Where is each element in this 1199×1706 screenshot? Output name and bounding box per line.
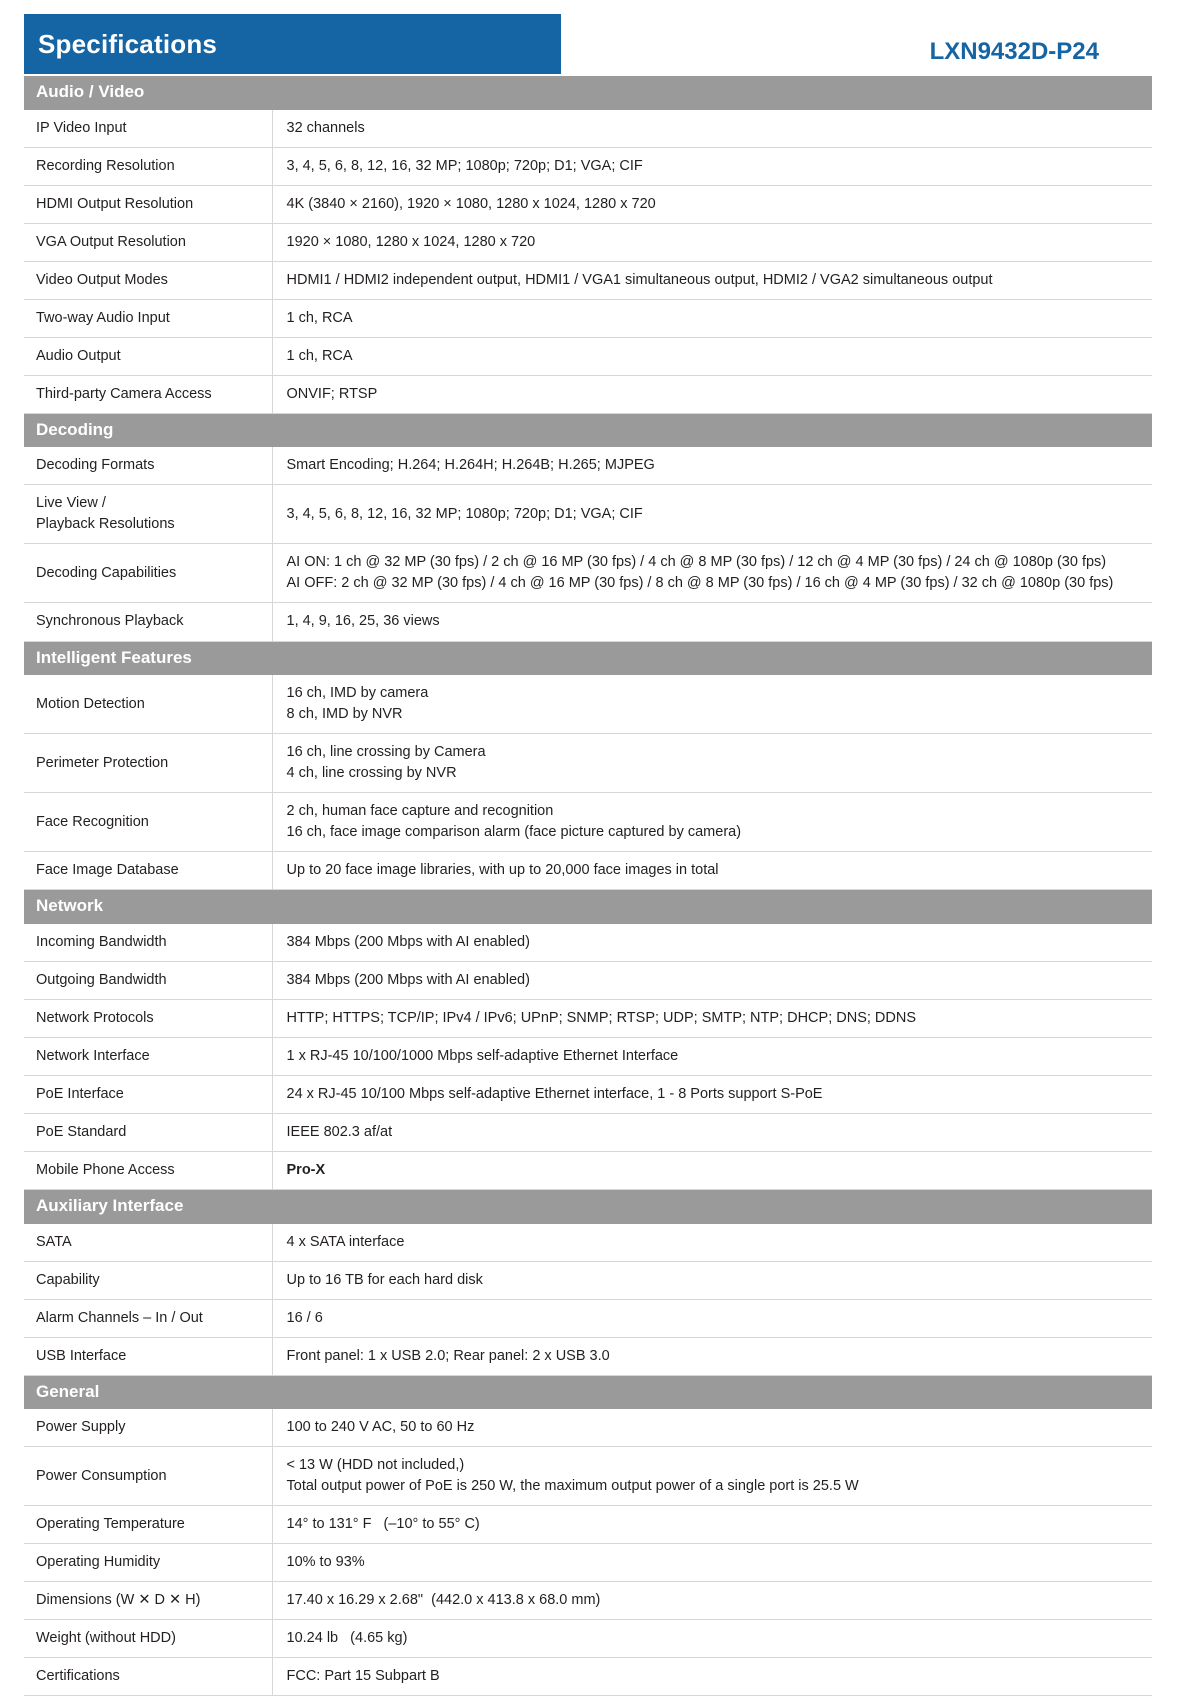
section-header-row — [24, 76, 1152, 110]
spec-value: IEEE 802.3 af/at — [272, 1113, 1152, 1151]
spec-label: Weight (without HDD) — [24, 1620, 272, 1658]
spec-label: Live View / Playback Resolutions — [24, 485, 272, 544]
table-row — [24, 299, 1152, 337]
table-row — [24, 147, 1152, 185]
spec-label: HDMI Output Resolution — [24, 185, 272, 223]
table-row — [24, 185, 1152, 223]
table-row — [24, 1075, 1152, 1113]
section-title: Audio / Video — [24, 76, 1152, 110]
section-title: Intelligent Features — [24, 641, 1152, 675]
spec-value: 3, 4, 5, 6, 8, 12, 16, 32 MP; 1080p; 720p; D1; VGA; CIF — [272, 485, 1152, 544]
table-row — [24, 924, 1152, 962]
spec-label: Dimensions (W ✕ D ✕ H) — [24, 1582, 272, 1620]
table-row — [24, 544, 1152, 603]
spec-label: PoE Standard — [24, 1113, 272, 1151]
specifications-title-banner — [24, 14, 561, 74]
table-row — [24, 734, 1152, 793]
spec-value: 1, 4, 9, 16, 25, 36 views — [272, 603, 1152, 641]
table-row — [24, 1582, 1152, 1620]
spec-value: 16 ch, line crossing by Camera 4 ch, line crossing by NVR — [272, 734, 1152, 793]
spec-value: ONVIF; RTSP — [272, 375, 1152, 413]
spec-value: 2 ch, human face capture and recognition 16 ch, face image comparison alarm (face picture captured by camera) — [272, 793, 1152, 852]
spec-label: Decoding Capabilities — [24, 544, 272, 603]
table-row — [24, 1299, 1152, 1337]
spec-label: VGA Output Resolution — [24, 223, 272, 261]
spec-label: Alarm Channels – In / Out — [24, 1299, 272, 1337]
model-number: LXN9432D-P24 — [929, 38, 1099, 65]
spec-value: < 13 W (HDD not included,) Total output power of PoE is 250 W, the maximum output power of a single port is 25.5 W — [272, 1447, 1152, 1506]
table-row — [24, 793, 1152, 852]
spec-label: Decoding Formats — [24, 447, 272, 485]
table-row — [24, 1658, 1152, 1696]
table-row — [24, 1113, 1152, 1151]
spec-value: 1 ch, RCA — [272, 299, 1152, 337]
spec-value: 32 channels — [272, 110, 1152, 148]
spec-value: 10.24 lb (4.65 kg) — [272, 1620, 1152, 1658]
spec-value: Up to 16 TB for each hard disk — [272, 1261, 1152, 1299]
section-header-row — [24, 641, 1152, 675]
table-row — [24, 1447, 1152, 1506]
table-row — [24, 375, 1152, 413]
spec-label: Audio Output — [24, 337, 272, 375]
specifications-table — [24, 76, 1152, 1696]
spec-value: Smart Encoding; H.264; H.264H; H.264B; H.265; MJPEG — [272, 447, 1152, 485]
table-row — [24, 110, 1152, 148]
section-header-row — [24, 890, 1152, 924]
table-row — [24, 999, 1152, 1037]
table-row — [24, 1224, 1152, 1262]
spec-label: Incoming Bandwidth — [24, 924, 272, 962]
section-title: General — [24, 1375, 1152, 1409]
table-row — [24, 223, 1152, 261]
spec-value: 16 ch, IMD by camera 8 ch, IMD by NVR — [272, 675, 1152, 734]
spec-value: 1 x RJ-45 10/100/1000 Mbps self-adaptive Ethernet Interface — [272, 1037, 1152, 1075]
spec-label: Motion Detection — [24, 675, 272, 734]
table-row — [24, 1506, 1152, 1544]
spec-label: Network Protocols — [24, 999, 272, 1037]
spec-label: USB Interface — [24, 1337, 272, 1375]
section-title: Auxiliary Interface — [24, 1190, 1152, 1224]
spec-value: FCC: Part 15 Subpart B — [272, 1658, 1152, 1696]
spec-label: Outgoing Bandwidth — [24, 961, 272, 999]
spec-value: 14° to 131° F (–10° to 55° C) — [272, 1506, 1152, 1544]
spec-label: Mobile Phone Access — [24, 1151, 272, 1189]
spec-label: Power Supply — [24, 1409, 272, 1447]
spec-value: 4K (3840 × 2160), 1920 × 1080, 1280 x 1024, 1280 x 720 — [272, 185, 1152, 223]
spec-value: 1 ch, RCA — [272, 337, 1152, 375]
section-title: Decoding — [24, 413, 1152, 447]
section-title: Network — [24, 890, 1152, 924]
spec-value: 384 Mbps (200 Mbps with AI enabled) — [272, 924, 1152, 962]
spec-label: Face Image Database — [24, 852, 272, 890]
spec-value: Front panel: 1 x USB 2.0; Rear panel: 2 x USB 3.0 — [272, 1337, 1152, 1375]
section-header-row — [24, 1375, 1152, 1409]
spec-label: PoE Interface — [24, 1075, 272, 1113]
table-row — [24, 1261, 1152, 1299]
spec-label: Synchronous Playback — [24, 603, 272, 641]
spec-value: Up to 20 face image libraries, with up to 20,000 face images in total — [272, 852, 1152, 890]
spec-value: HTTP; HTTPS; TCP/IP; IPv4 / IPv6; UPnP; SNMP; RTSP; UDP; SMTP; NTP; DHCP; DNS; DDNS — [272, 999, 1152, 1037]
table-row — [24, 447, 1152, 485]
section-header-row — [24, 413, 1152, 447]
table-row — [24, 961, 1152, 999]
spec-label: Third-party Camera Access — [24, 375, 272, 413]
spec-value: 1920 × 1080, 1280 x 1024, 1280 x 720 — [272, 223, 1152, 261]
page-title: Specifications — [38, 28, 218, 59]
table-row — [24, 675, 1152, 734]
section-header-row — [24, 1190, 1152, 1224]
spec-label: Network Interface — [24, 1037, 272, 1075]
spec-value: 17.40 x 16.29 x 2.68" (442.0 x 413.8 x 68.0 mm) — [272, 1582, 1152, 1620]
spec-label: Video Output Modes — [24, 261, 272, 299]
spec-label: Certifications — [24, 1658, 272, 1696]
spec-label: Perimeter Protection — [24, 734, 272, 793]
spec-value: 100 to 240 V AC, 50 to 60 Hz — [272, 1409, 1152, 1447]
spec-value: 4 x SATA interface — [272, 1224, 1152, 1262]
spec-label: Two-way Audio Input — [24, 299, 272, 337]
table-row — [24, 1620, 1152, 1658]
table-row — [24, 1337, 1152, 1375]
table-row — [24, 485, 1152, 544]
spec-label: Recording Resolution — [24, 147, 272, 185]
spec-value: 3, 4, 5, 6, 8, 12, 16, 32 MP; 1080p; 720p; D1; VGA; CIF — [272, 147, 1152, 185]
spec-label: SATA — [24, 1224, 272, 1262]
spec-value: 24 x RJ-45 10/100 Mbps self-adaptive Ethernet interface, 1 - 8 Ports support S-PoE — [272, 1075, 1152, 1113]
spec-value: AI ON: 1 ch @ 32 MP (30 fps) / 2 ch @ 16 MP (30 fps) / 4 ch @ 8 MP (30 fps) / 12 ch @ 4 MP (30 fps) / 24 ch @ 1080p (30 fps) AI OFF: 2 ch @ 32 MP (30 fps) / 4 ch @ 16 MP (30 fps) / 8 ch @ 8 MP (30 fps) / 16 ch @ 4 MP (30 fps) / 32 ch @ 1080p (30 fps) — [272, 544, 1152, 603]
table-row — [24, 1409, 1152, 1447]
spec-label: Operating Temperature — [24, 1506, 272, 1544]
spec-label: Power Consumption — [24, 1447, 272, 1506]
spec-value: 384 Mbps (200 Mbps with AI enabled) — [272, 961, 1152, 999]
table-row — [24, 1151, 1152, 1189]
page-header — [24, 14, 1175, 74]
spec-label: Operating Humidity — [24, 1544, 272, 1582]
spec-label: Face Recognition — [24, 793, 272, 852]
spec-label: IP Video Input — [24, 110, 272, 148]
table-row — [24, 1544, 1152, 1582]
table-row — [24, 337, 1152, 375]
spec-value: 10% to 93% — [272, 1544, 1152, 1582]
table-row — [24, 1037, 1152, 1075]
table-row — [24, 852, 1152, 890]
table-row — [24, 261, 1152, 299]
spec-value: HDMI1 / HDMI2 independent output, HDMI1 / VGA1 simultaneous output, HDMI2 / VGA2 simultaneous output — [272, 261, 1152, 299]
spec-value: Pro-X — [272, 1151, 1152, 1189]
spec-value: 16 / 6 — [272, 1299, 1152, 1337]
table-row — [24, 603, 1152, 641]
spec-label: Capability — [24, 1261, 272, 1299]
